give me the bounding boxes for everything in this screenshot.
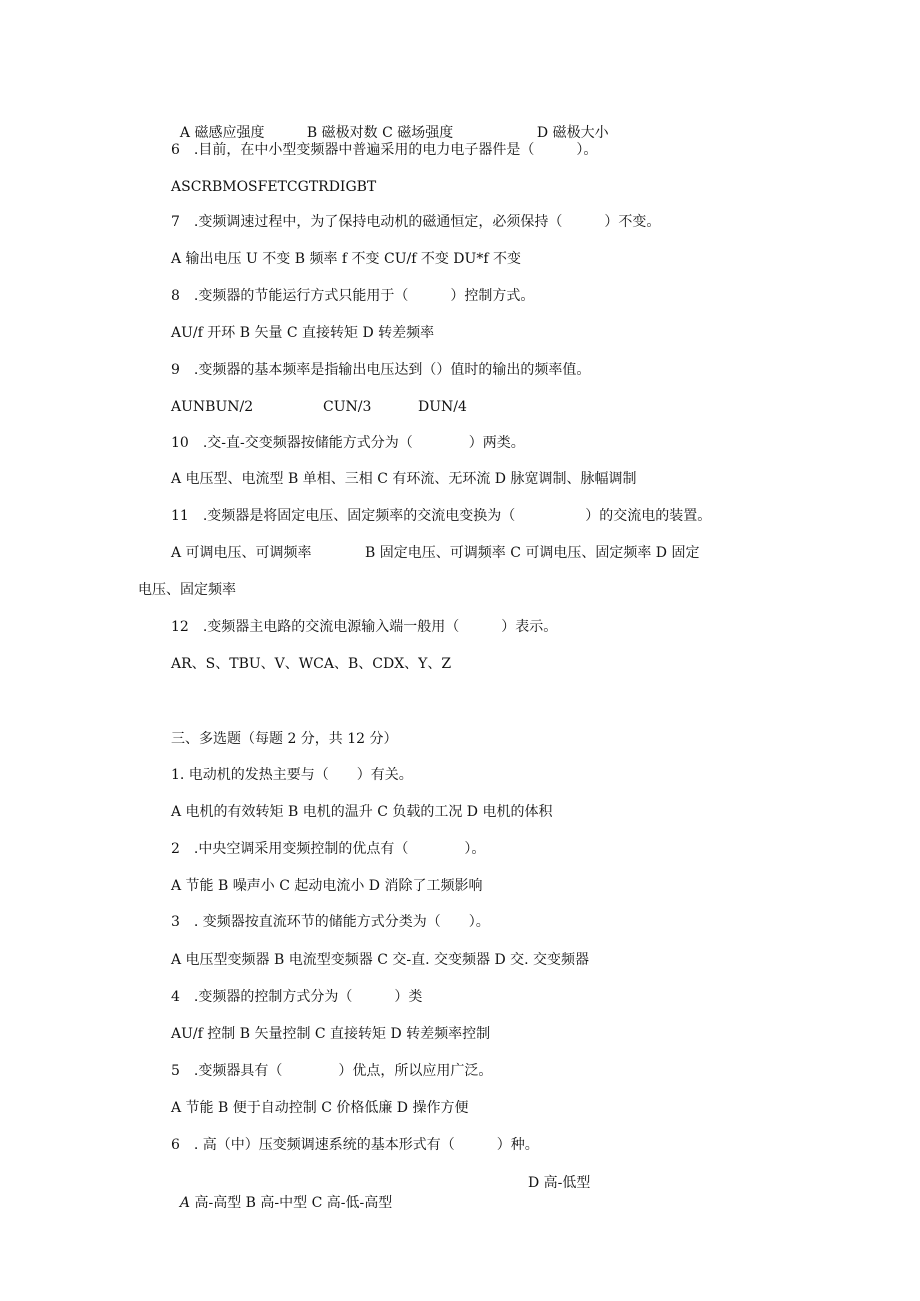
question-text: 4 .变频器的控制方式分为（ ）类 <box>171 989 423 1005</box>
option-c: CUN/3 <box>323 399 372 415</box>
question-text: 6 .目前，在中小型变频器中普遍采用的电力电子器件是（ ）。 <box>171 142 598 158</box>
question-text: 2 .中央空调采用变频控制的优点有（ ）。 <box>171 841 486 857</box>
option-a: A 磁感应强度 <box>179 125 265 141</box>
question-text: 12 .变频器主电路的交流电源输入端一般用（ ）表示。 <box>171 619 558 635</box>
option-line: A 电压型变频器 B 电流型变频器 C 交-直. 交变频器 D 交. 交变频器 <box>171 952 590 968</box>
option-b: B 磁极对数 C 磁场强度 <box>306 125 454 141</box>
option-line-continued: 电压、固定频率 <box>138 582 236 598</box>
option-line: AU/f 控制 B 矢量控制 C 直接转矩 D 转差频率控制 <box>171 1026 491 1042</box>
question-text: 10 .交-直-交变频器按储能方式分为（ ）两类。 <box>171 435 525 451</box>
option-line <box>171 1173 392 1213</box>
option-d: DUN/4 <box>418 399 467 415</box>
option-line: A 输出电压 U 不变 B 频率 f 不变 CU/f 不变 DU*f 不变 <box>171 251 521 267</box>
option-line: ASCRBMOSFETCGTRDIGBT <box>171 179 377 195</box>
option-a-letter: A <box>179 1195 191 1211</box>
question-text: 11 .变频器是将固定电压、固定频率的交流电变换为（ ）的交流电的装置。 <box>171 508 712 524</box>
option-a: A 可调电压、可调频率 <box>171 545 312 561</box>
option-a: AUNBUN/2 <box>171 399 254 415</box>
option-line: A 电机的有效转矩 B 电机的温升 C 负载的工况 D 电机的体积 <box>171 804 553 820</box>
option-a-text: 高-高型 B 高-中型 C 高-低-高型 <box>190 1195 393 1211</box>
section-heading: 三、多选题（每题 2 分，共 12 分） <box>171 731 398 747</box>
question-text: 1. 电动机的发热主要与（ ）有关。 <box>171 767 413 783</box>
question-text: 9 .变频器的基本频率是指输出电压达到（）值时的输出的频率值。 <box>171 362 591 378</box>
option-line: B 固定电压、可调频率 C 可调电压、固定频率 D 固定 <box>365 545 700 561</box>
option-line: A 节能 B 噪声小 C 起动电流小 D 消除了工频影响 <box>171 878 483 894</box>
question-text: 5 .变频器具有（ ）优点，所以应用广泛。 <box>171 1063 493 1079</box>
option-line <box>298 103 453 143</box>
option-c: D 磁极大小 <box>536 125 609 141</box>
option-line: AR、S、TBU、V、WCA、B、CDX、Y、Z <box>171 656 452 672</box>
question-text: 7 .变频调速过程中，为了保持电动机的磁通恒定，必须保持（ ）不变。 <box>171 214 661 230</box>
question-text: 3 . 变频器按直流环节的储能方式分类为（ ）。 <box>171 914 490 930</box>
question-text: 6 . 高（中）压变频调速系统的基本形式有（ ）种。 <box>171 1137 539 1153</box>
option-line <box>171 103 264 143</box>
option-line <box>528 103 609 143</box>
option-line: A 节能 B 便于自动控制 C 价格低廉 D 操作方便 <box>171 1100 469 1116</box>
option-d: D 高-低型 <box>528 1175 591 1191</box>
option-line: AU/f 开环 B 矢量 C 直接转矩 D 转差频率 <box>171 325 435 341</box>
question-text: 8 .变频器的节能运行方式只能用于（ ）控制方式。 <box>171 288 535 304</box>
option-line: A 电压型、电流型 B 单相、三相 C 有环流、无环流 D 脉宽调制、脉幅调制 <box>171 471 637 487</box>
